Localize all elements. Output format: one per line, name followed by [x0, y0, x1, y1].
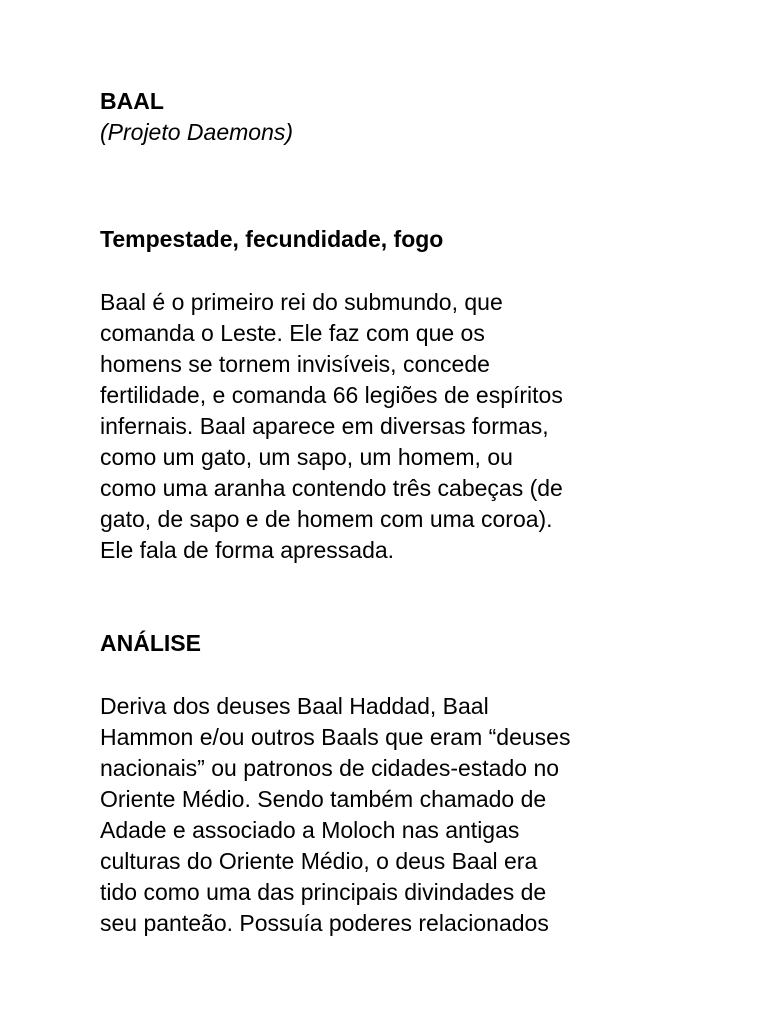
text-line: fertilidade, e comanda 66 legiões de espíritos — [100, 382, 563, 408]
text-line: Ele fala de forma apressada. — [100, 537, 395, 563]
text-line: seu panteão. Possuía poderes relacionados — [100, 910, 549, 936]
spacer — [100, 659, 700, 691]
text-line: tido como uma das principais divindades de — [100, 879, 547, 905]
section-body-description — [100, 287, 680, 566]
text-line: Deriva dos deuses Baal Haddad, Baal — [100, 693, 489, 719]
document-title: BAAL — [100, 88, 164, 114]
text-line: Adade e associado a Moloch nas antigas — [100, 817, 520, 843]
text-line: como uma aranha contendo três cabeças (de — [100, 475, 563, 501]
section-heading-analise: ANÁLISE — [100, 630, 201, 656]
text-line: nacionais” ou patronos de cidades-estado no — [100, 755, 560, 781]
document-page — [100, 86, 700, 939]
section-heading-tempestade: Tempestade, fecundidade, fogo — [100, 226, 444, 252]
text-line: comanda o Leste. Ele faz com que os — [100, 320, 485, 346]
text-line: homens se tornem invisíveis, concede — [100, 351, 490, 377]
text-line: culturas do Oriente Médio, o deus Baal era — [100, 848, 538, 874]
document-subtitle: (Projeto Daemons) — [100, 119, 294, 145]
section-body-analysis — [100, 691, 680, 939]
text-line: gato, de sapo e de homem com uma coroa). — [100, 506, 553, 532]
text-line: infernais. Baal aparece em diversas formas, — [100, 413, 549, 439]
spacer — [100, 255, 700, 287]
spacer — [100, 148, 700, 224]
text-line: Oriente Médio. Sendo também chamado de — [100, 786, 547, 812]
text-line: Hammon e/ou outros Baals que eram “deuses — [100, 724, 571, 750]
text-line: como um gato, um sapo, um homem, ou — [100, 444, 513, 470]
spacer — [100, 566, 700, 628]
text-line: Baal é o primeiro rei do submundo, que — [100, 289, 503, 315]
